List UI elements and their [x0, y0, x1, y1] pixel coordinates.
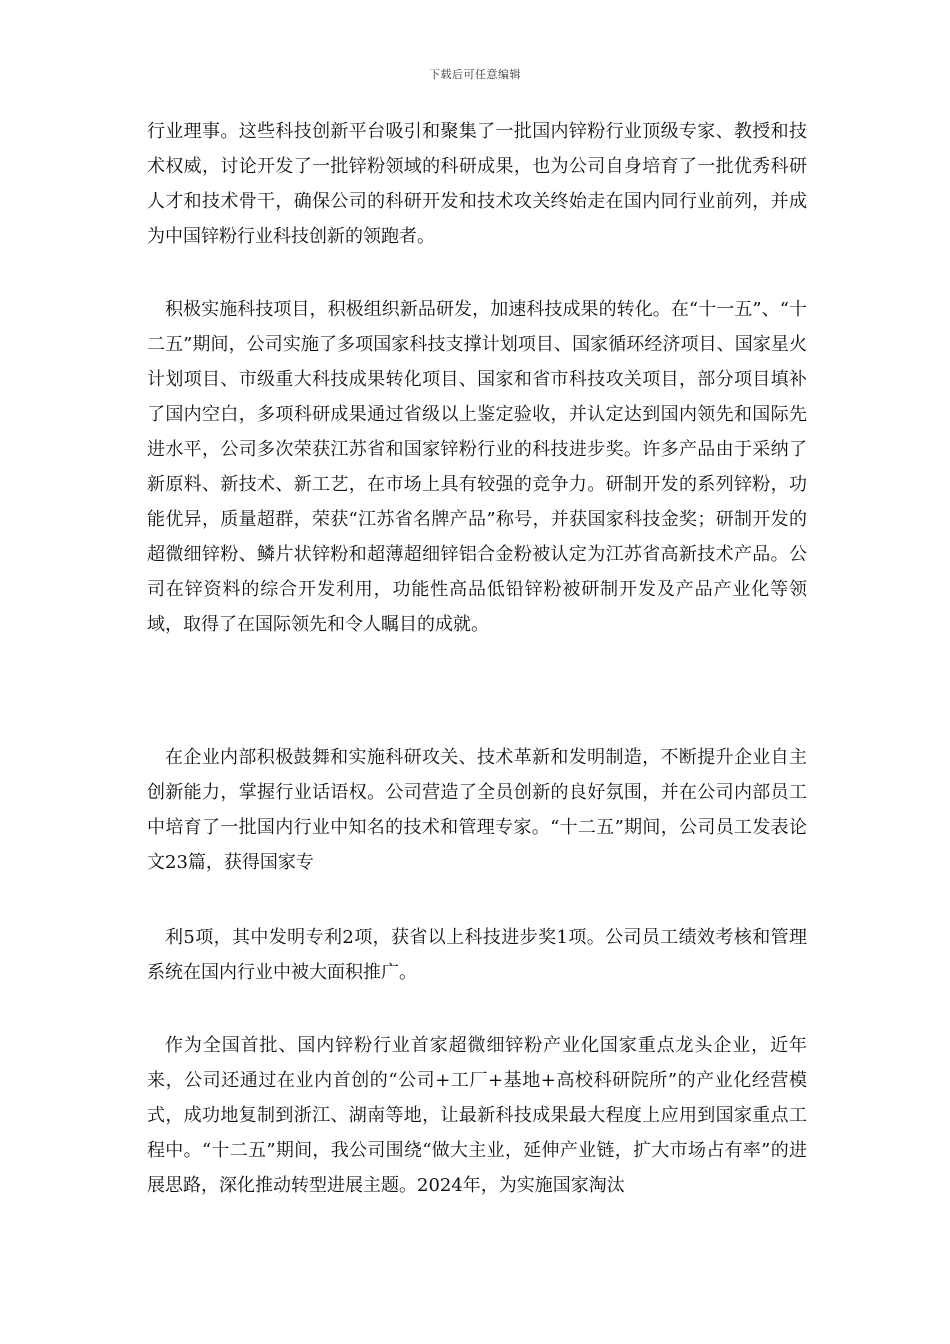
paragraph-text: 积极实施科技项目，积极组织新品研发，加速科技成果的转化。在“十一五”、“十二五”期间，公司实施了多项国家科技支撑计划项目、国家循环经济项目、国家星火计划项目、市级重大科技成果转化项目、国家和省市科技攻关项目，部分项目填补了国内空白，多项科研成果通过省级以上鉴定验收，并认定达到国内领先和国际先进水平，公司多次荣获江苏省和国家锌粉行业的科技进步奖。许多产品由于采纳了新原料、新技术、新工艺，在市场上具有较强的竞争力。研制开发的系列锌粉，功能优异，质量超群，荣获“江苏省名牌产品”称号，并获国家科技金奖；研制开发的超微细锌粉、鳞片状锌粉和超薄超细锌铝合金粉被认定为江苏省高新技术产品。公司在锌资料的综合开发利用，功能性高品低铅锌粉被研制开发及产品产业化等领域，取得了在国际领先和令人瞩目的成就。 — [147, 299, 807, 635]
page-header: 下载后可任意编辑 — [429, 68, 521, 81]
paragraph-4 — [147, 920, 807, 990]
paragraph-1 — [147, 114, 807, 254]
paragraph-text: 利5项，其中发明专利2项，获省以上科技进步奖1项。公司员工绩效考核和管理系统在国内行业中被大面积推广。 — [147, 927, 807, 983]
paragraph-text: 在企业内部积极鼓舞和实施科研攻关、技术革新和发明制造，不断提升企业自主创新能力，掌握行业话语权。公司营造了全员创新的良好氛围，并在公司内部员工中培育了一批国内行业中知名的技术和管理专家。“十二五”期间，公司员工发表论文23篇，获得国家专 — [147, 747, 807, 873]
paragraph-2 — [147, 292, 807, 642]
paragraph-5 — [147, 1028, 807, 1203]
paragraph-text: 行业理事。这些科技创新平台吸引和聚集了一批国内锌粉行业顶级专家、教授和技术权威，讨论开发了一批锌粉领域的科研成果，也为公司自身培育了一批优秀科研人才和技术骨干，确保公司的科研开发和技术攻关终始走在国内同行业前列，并成为中国锌粉行业科技创新的领跑者。 — [147, 121, 807, 247]
paragraph-text: 作为全国首批、国内锌粉行业首家超微细锌粉产业化国家重点龙头企业，近年来，公司还通过在业内首创的“公司+工厂+基地+高校科研院所”的产业化经营模式，成功地复制到浙江、湖南等地，让最新科技成果最大程度上应用到国家重点工程中。“十二五”期间，我公司围绕“做大主业，延伸产业链，扩大市场占有率”的进展思路，深化推动转型进展主题。2024年，为实施国家淘汰 — [147, 1035, 807, 1196]
paragraph-3 — [147, 740, 807, 880]
